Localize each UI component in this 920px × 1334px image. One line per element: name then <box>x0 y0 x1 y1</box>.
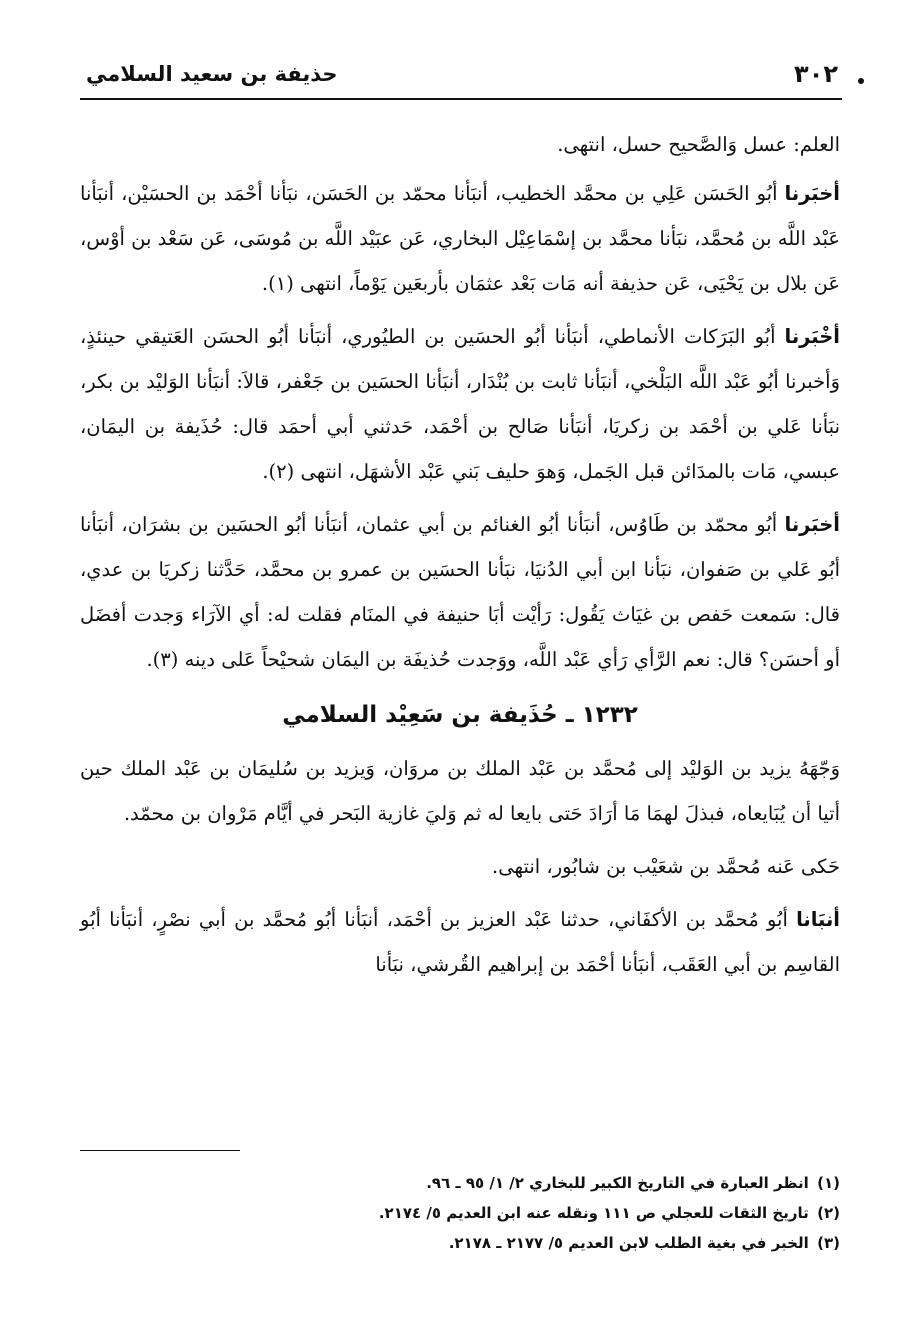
footnote-number: (٣) <box>817 1234 840 1252</box>
footnote-number: (٢) <box>817 1204 840 1222</box>
paragraph <box>80 122 840 167</box>
paragraph-text: أبُو البَرَكات الأنماطي، أنبَأنا أبُو الحسَين بن الطيُوري، أنبَأنا أبُو الحسَن العَتيقي حينئذٍ، وَأخبرنا أبُو عَبْد اللَّه البَلْخي، أنبَأنا ثابت بن بُنْدَار، أنبَأنا الحسَين بن جَعْفر، قالاَ: أنبَأنا الوَليْد بن بكر، نبَأنا عَلي بن أحْمَد بن زكريَا، أنبَأنا صَالح بن أحْمَد، حَدثني أبي أحمَد قال: حُذَيفة بن اليمَان، عبسي، مَات بالمدَائن قبل الجَمل، وَهوَ حليف بَني عَبْد الأشهَل، انتهى (٢). <box>80 325 840 483</box>
main-text <box>80 122 840 995</box>
paragraph-lead: أخبَرنا <box>784 513 840 536</box>
paragraph <box>80 502 840 682</box>
section-heading: ١٢٣٢ ـ حُذَيفة بن سَعِيْد السلامي <box>282 702 638 728</box>
paragraph-lead: أخْبَرنا <box>784 325 840 348</box>
paragraph-lead: أخبَرنا <box>784 182 840 205</box>
paragraph <box>80 746 840 836</box>
paragraph <box>80 314 840 494</box>
paragraph-text: أبُو الحَسَن عَلِي بن محمَّد الخطيب، أنبَأنا محمّد بن الحَسَن، نبَأنا أحْمَد بن الحسَيْن، أنبَأنا عَبْد اللَّه بن مُحمَّد، نبَأنا محمَّد بن إسْمَاعِيْل البخاري، عَن عبَيْد اللَّه بن مُوسَى، عَن سَعْد بن أوْس، عَن بلال بن يَحْيَى، عَن حذيفة أنه مَات بَعْد عثمَان بأربعَين يَوْماً، انتهى (١). <box>80 182 840 295</box>
paragraph <box>80 897 840 987</box>
paragraph-text: العلم: عسل وَالصَّحيح حسل، انتهى. <box>557 133 840 156</box>
paragraph-text: أبُو محمّد بن طَاوُس، أنبَأنا أبُو الغنائم بن أبي عثمان، أنبَأنا أبُو الحسَين بن بشرَان، أنبَأنا أبُو عَلي بن صَفوان، نبَأنا ابن أبي الدُنيَا، نبَأنا الحسَين بن عمرو بن محمَّد، حَدَّثنا زكريَا بن عدي، قال: سَمعت حَفص بن غيَاث يَقُول: رَأيْت أبَا حنيفة في المنَام فقلت له: أي الآرَاء وَجدت أفضَل أو أحسَن؟ قال: نعم الرَّأي رَأي عَبْد اللَّه، ووَجدت حُذيفَة بن اليمَان شحيْحاً عَلى دينه (٣). <box>80 513 840 671</box>
footnote-text: انظر العبارة في التاريخ الكبير للبخاري ٢/ ١/ ٩٥ ـ ٩٦. <box>426 1174 809 1192</box>
paragraph-text: وَجّهَهُ يزيد بن الوَليْد إلى مُحمَّد بن عَبْد الملك بن مروَان، وَيزيد بن سُليمَان بن عَبْد الملك حين أتيا أن يُبَايعاه، فبذلَ لهمَا مَا أرَادَ حَتى بايعا له ثم وَليَ غازية البَحر في أيَّام مَرْوان بن محمّد. <box>80 757 840 825</box>
paragraph-text: حَكى عَنه مُحمَّد بن شعَيْب بن شابُور، انتهى. <box>492 855 840 878</box>
paragraph-lead: أنبَانا <box>796 908 840 931</box>
page-header <box>80 58 842 100</box>
footnote-item <box>80 1228 840 1258</box>
footnote-divider <box>80 1150 240 1151</box>
footnote-text: تاريخ الثقات للعجلي ص ١١١ ونقله عنه ابن العديم ٥/ ٢١٧٤. <box>378 1204 809 1222</box>
paragraph-text: أبُو مُحمَّد بن الأكفَاني، حدثنا عَبْد العزيز بن أحْمَد، أنبَأنا أبُو مُحمَّد بن أبي نصْرٍ، أنبَأنا أبُو القاسِم بن أبي العَقَب، أنبَأنا أحْمَد بن إبراهيم القُرشي، نبَأنا <box>80 908 840 976</box>
running-title: حذيفة بن سعيد السلامي <box>86 62 338 86</box>
paragraph <box>80 844 840 889</box>
footnotes <box>80 1168 840 1258</box>
footnote-item <box>80 1168 840 1198</box>
footnote-number: (١) <box>817 1174 840 1192</box>
footnote-text: الخبر في بغية الطلب لابن العديم ٥/ ٢١٧٧ ـ ٢١٧٨. <box>448 1234 809 1252</box>
paragraph <box>80 171 840 306</box>
footnote-item <box>80 1198 840 1228</box>
page-number: ٣٠٢ <box>794 60 838 88</box>
margin-dot <box>858 78 864 84</box>
